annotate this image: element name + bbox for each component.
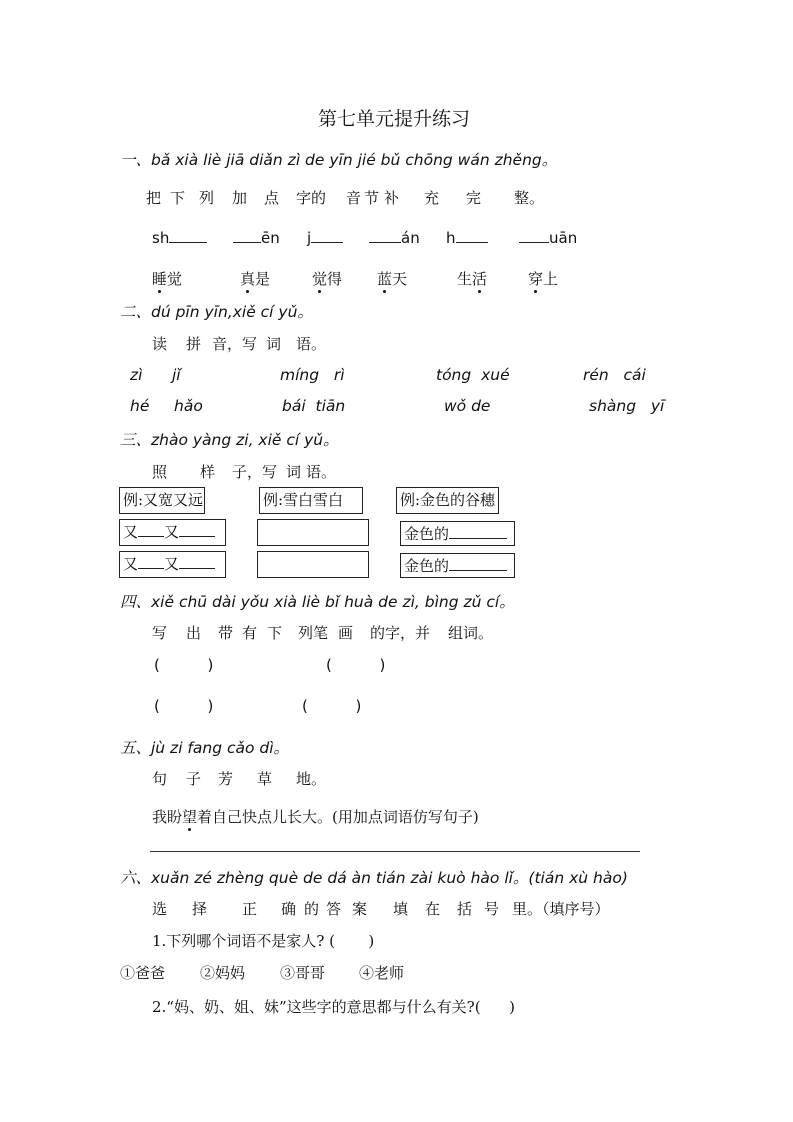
pinyin-blank-item — [369, 228, 420, 247]
hanzi-char: 充 — [424, 189, 440, 207]
hanzi-char: 样 — [200, 463, 216, 481]
fill-blank[interactable] — [449, 556, 507, 571]
you-char: 又 — [123, 555, 139, 573]
hanzi-char: 正 — [242, 900, 258, 918]
you-char: 又 — [164, 555, 180, 573]
fill-blank[interactable] — [456, 228, 488, 243]
hanzi-char: 子，写 — [232, 463, 278, 481]
dotted-word — [528, 268, 558, 289]
hanzi-char: 完 — [466, 189, 482, 207]
hanzi-char: 音 — [346, 189, 362, 207]
hanzi-char: 列笔 — [298, 624, 329, 642]
dotted-word — [152, 268, 182, 289]
answer-box-golden-2[interactable] — [400, 553, 515, 578]
dotted-char: 睡 — [152, 270, 168, 288]
section-5-pinyin: 五、jù zi fang cǎo dì。 — [120, 739, 290, 757]
fill-blank[interactable] — [179, 522, 215, 537]
pinyin-blank-item — [233, 228, 280, 247]
paren-answer[interactable]: ( ) — [154, 656, 214, 674]
fill-blank[interactable] — [369, 228, 401, 243]
page-title: 第七单元提升练习 — [318, 108, 471, 130]
fill-blank[interactable] — [449, 524, 507, 539]
hanzi-char: 把 — [146, 189, 162, 207]
hanzi-char: 出 — [186, 624, 202, 642]
section-1-pinyin: 一、bǎ xià liè jiā diǎn zì de yīn jié bǔ chōng wán zhěng。 — [120, 151, 558, 169]
hanzi-char: 音，写 — [212, 335, 258, 353]
paren-answer[interactable]: ( ) — [326, 656, 386, 674]
answer-box-you-2[interactable] — [119, 551, 226, 578]
hanzi-char: 拼 — [186, 335, 202, 353]
sentence-part: 着自己快点儿长大。(用加点词语仿写句子) — [197, 808, 479, 826]
hanzi-char: 读 — [152, 335, 168, 353]
word-char: 是 — [255, 270, 271, 288]
hanzi-char: 案 — [352, 900, 368, 918]
answer-box-blank-2[interactable] — [257, 551, 369, 578]
blank-prefix: h — [446, 229, 456, 247]
fill-blank[interactable] — [311, 228, 343, 243]
question-2: 2.“妈、奶、姐、妹”这些字的意思都与什么有关?( ) — [152, 998, 516, 1016]
hanzi-char: 句 — [152, 770, 168, 788]
pinyin-blank-item — [446, 228, 488, 247]
hanzi-char: 字的 — [296, 189, 327, 207]
dotted-char: 觉 — [312, 270, 328, 288]
dotted-char: 穿 — [528, 270, 544, 288]
word-char: 天 — [392, 270, 408, 288]
pinyin-blank-item — [152, 228, 207, 247]
word-char: 生 — [457, 270, 473, 288]
hanzi-char: 子 — [186, 770, 202, 788]
dotted-char: 活 — [472, 270, 488, 288]
question-1: 1.下列哪个词语不是家人? ( ) — [152, 932, 375, 950]
pinyin-word: míng rì — [280, 366, 345, 384]
hanzi-char: 写 — [152, 624, 168, 642]
example-box-3: 例:金色的谷穗 — [396, 487, 499, 514]
hanzi-char: 加 — [232, 189, 248, 207]
option-item: ④老师 — [359, 964, 405, 982]
paren-answer[interactable]: ( ) — [154, 697, 214, 715]
option-item: ③哥哥 — [280, 964, 326, 982]
hanzi-char: 补 — [384, 189, 400, 207]
pinyin-word: tóng xué — [436, 366, 510, 384]
fill-blank[interactable] — [138, 522, 164, 537]
hanzi-char: 草 — [257, 770, 273, 788]
hanzi-char: 地。 — [296, 770, 327, 788]
golden-label: 金色的 — [404, 525, 450, 543]
hanzi-char: 语。 — [296, 335, 327, 353]
hanzi-char: 词 — [286, 463, 302, 481]
answer-box-golden-1[interactable] — [400, 521, 515, 546]
blank-suffix: ēn — [261, 229, 280, 247]
hanzi-char: 下 — [267, 624, 283, 642]
hanzi-char: 词 — [266, 335, 282, 353]
word-char: 得 — [327, 270, 343, 288]
answer-box-blank-1[interactable] — [257, 519, 369, 546]
blank-prefix: sh — [152, 229, 170, 247]
hanzi-char: 照 — [152, 463, 168, 481]
hanzi-char: 芳 — [218, 770, 234, 788]
hanzi-char: 组词。 — [448, 624, 494, 642]
fill-blank[interactable] — [233, 228, 261, 243]
pinyin-word: hé hǎo — [130, 397, 203, 415]
hanzi-char: 带 — [218, 624, 234, 642]
pinyin-blank-item — [307, 228, 343, 247]
hanzi-char: 的 — [304, 900, 320, 918]
hanzi-char: 下 — [170, 189, 186, 207]
model-sentence — [152, 806, 479, 827]
hanzi-char: 语。 — [306, 463, 337, 481]
sentence-part: 我盼 — [152, 808, 183, 826]
option-item: ①爸爸 — [120, 964, 166, 982]
dotted-word — [377, 268, 407, 289]
answer-box-you-1[interactable] — [119, 519, 226, 546]
hanzi-char: 有 — [242, 624, 258, 642]
pinyin-word: bái tiān — [282, 397, 346, 415]
you-char: 又 — [164, 523, 180, 541]
section-6-pinyin: 六、xuǎn zé zhèng què de dá àn tián zài kuò hào lǐ。(tián xù hào) — [120, 869, 628, 887]
hanzi-char: 选 — [152, 900, 168, 918]
hanzi-char: 在 — [425, 900, 441, 918]
section-4-pinyin: 四、xiě chū dài yǒu xià liè bǐ huà de zì, bìng zǔ cí。 — [120, 593, 515, 611]
hanzi-char: 填 — [393, 900, 409, 918]
fill-blank[interactable] — [138, 554, 164, 569]
hanzi-char: 答 — [326, 900, 342, 918]
hanzi-char: 列 — [199, 189, 215, 207]
fill-blank[interactable] — [519, 228, 549, 243]
paren-answer[interactable]: ( ) — [302, 697, 362, 715]
hanzi-char: 里。（填序号） — [512, 900, 610, 918]
hanzi-char: 点 — [264, 189, 280, 207]
hanzi-char: 整。 — [514, 189, 545, 207]
section-3-pinyin: 三、zhào yàng zi, xiě cí yǔ。 — [120, 431, 339, 449]
dotted-word — [457, 268, 487, 289]
blank-suffix: án — [401, 229, 420, 247]
word-char: 上 — [543, 270, 559, 288]
example-box-2: 例:雪白雪白 — [259, 487, 363, 514]
hanzi-char: 确 — [281, 900, 297, 918]
writing-line[interactable] — [150, 851, 640, 852]
golden-label: 金色的 — [404, 557, 450, 575]
hanzi-char: 画 — [338, 624, 354, 642]
pinyin-word: zì jǐ — [130, 366, 181, 384]
word-char: 觉 — [167, 270, 183, 288]
hanzi-char: 节 — [364, 189, 380, 207]
option-item: ②妈妈 — [200, 964, 246, 982]
dotted-word — [240, 268, 270, 289]
dotted-char: 真 — [240, 270, 256, 288]
hanzi-char: 的字，并 — [370, 624, 431, 642]
dotted-char: 蓝 — [377, 270, 393, 288]
blank-prefix: j — [307, 229, 312, 247]
fill-blank[interactable] — [169, 228, 207, 243]
example-box-1: 例:又宽又远 — [119, 487, 205, 514]
you-char: 又 — [123, 523, 139, 541]
section-2-pinyin: 二、dú pīn yīn,xiě cí yǔ。 — [120, 303, 313, 321]
hanzi-char: 括 — [457, 900, 473, 918]
blank-suffix: uān — [549, 229, 578, 247]
pinyin-word: rén cái — [583, 366, 646, 384]
dotted-char: 望 — [182, 808, 198, 826]
dotted-word — [312, 268, 342, 289]
hanzi-char: 择 — [192, 900, 208, 918]
pinyin-word: shàng yī — [589, 397, 665, 415]
pinyin-word: wǒ de — [444, 397, 491, 415]
hanzi-char: 号 — [484, 900, 500, 918]
pinyin-blank-item — [519, 228, 577, 247]
fill-blank[interactable] — [179, 554, 215, 569]
